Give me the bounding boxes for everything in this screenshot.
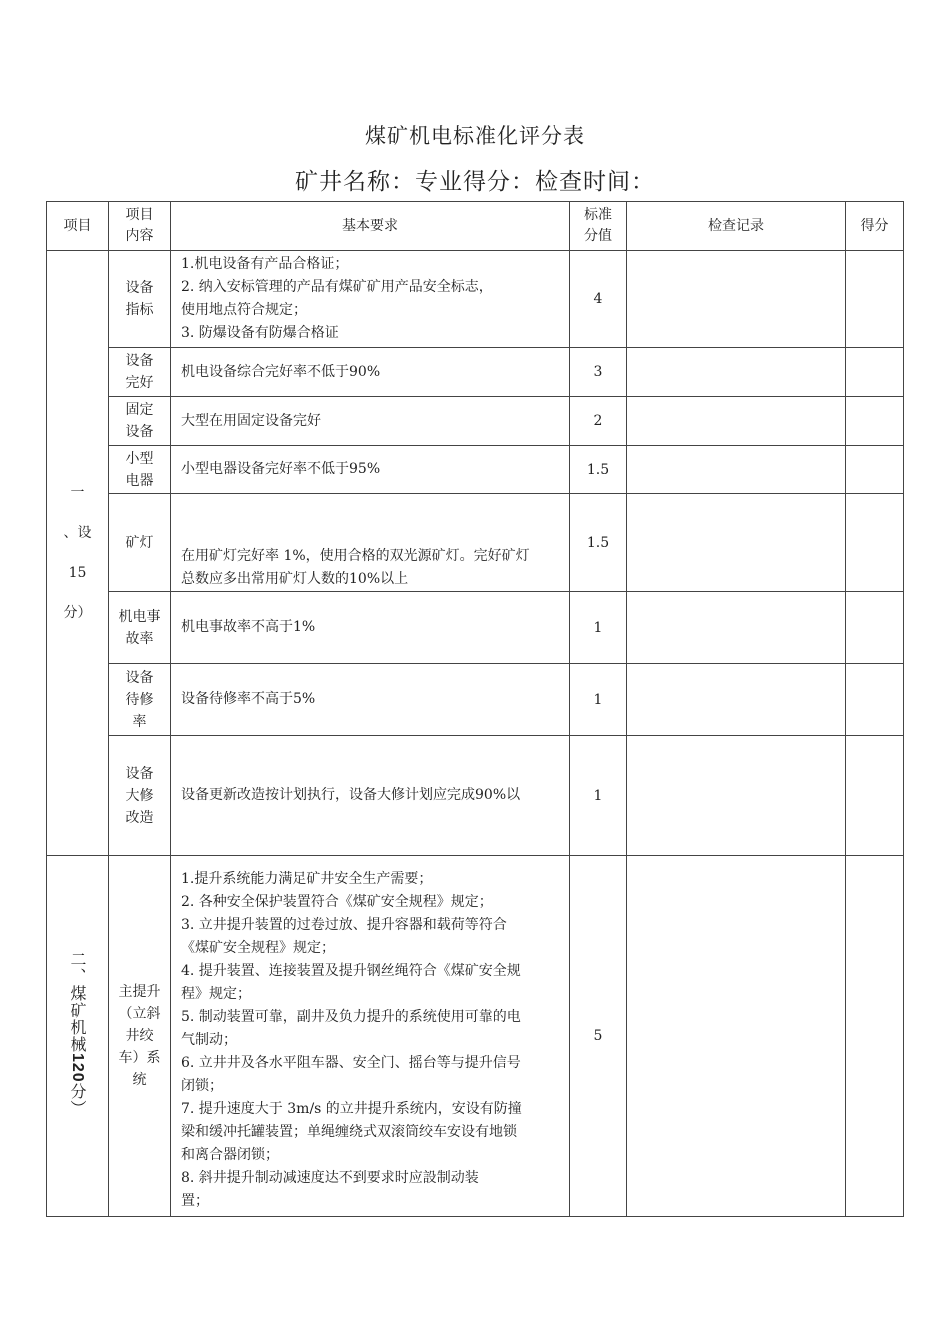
section-2-label: 二、煤矿机械120分）	[47, 856, 109, 1217]
table-row	[47, 251, 904, 348]
score-value: 1	[570, 592, 627, 664]
got-cell[interactable]	[846, 664, 904, 736]
got-cell[interactable]	[846, 592, 904, 664]
requirement-cell: 小型电器设备完好率不低于95%	[171, 446, 570, 494]
score-value: 1	[570, 736, 627, 856]
section-1-label: 一 、设 15 分）	[47, 251, 109, 856]
table-row	[47, 592, 904, 664]
requirement-cell: 设备更新改造按计划执行，设备大修计划应完成90%以	[171, 736, 570, 856]
requirement-cell: 机电设备综合完好率不低于90%	[171, 348, 570, 397]
score-value: 1.5	[570, 446, 627, 494]
got-cell[interactable]	[846, 736, 904, 856]
record-cell[interactable]	[627, 446, 846, 494]
header-row	[47, 202, 904, 251]
record-cell[interactable]	[627, 664, 846, 736]
score-value: 3	[570, 348, 627, 397]
item-content: 机电事 故率	[109, 592, 171, 664]
requirement-cell: 在用矿灯完好率 1%，使用合格的双光源矿灯。完好矿灯 总数应多出常用矿灯人数的10%以上	[171, 494, 570, 592]
page-title: 煤矿机电标准化评分表	[365, 124, 585, 148]
record-cell[interactable]	[627, 736, 846, 856]
item-content: 固定 设备	[109, 397, 171, 446]
requirement-cell: 设备待修率不高于5%	[171, 664, 570, 736]
header-content: 项目 内容	[109, 202, 171, 251]
got-cell[interactable]	[846, 348, 904, 397]
header-requirement: 基本要求	[171, 202, 570, 251]
header-score: 标准 分值	[570, 202, 627, 251]
item-content: 设备 指标	[109, 251, 171, 348]
table-row	[47, 397, 904, 446]
page-subtitle: 矿井名称：专业得分：检查时间：	[295, 169, 655, 195]
item-content: 小型 电器	[109, 446, 171, 494]
requirement-cell: 1.提升系统能力满足矿井安全生产需要； 2. 各种安全保护装置符合《煤矿安全规程》规定； 3. 立井提升装置的过卷过放、提升容器和载荷等符合 《煤矿安全规程》规定； 4. 提升装置、连接装置及提升钢丝绳符合《煤矿安全规 程》规定； 5. 制动装置可靠，副井及负力提升的系统使用可靠的电 气制动； 6. 立井井及各水平阻车器、安全门、摇台等与提升信号 闭锁； 7. 提升速度大于 3m/s 的立井提升系统内，安设有防撞 梁和缓冲托罐装置；单绳缠绕式双滚筒绞车安设有地锁 和离合器闭锁； 8. 斜井提升制动减速度达不到要求时应設制动装 置；	[171, 856, 570, 1217]
got-cell[interactable]	[846, 397, 904, 446]
table-row	[47, 736, 904, 856]
table-row	[47, 856, 904, 1217]
record-cell[interactable]	[627, 592, 846, 664]
item-content: 设备 待修 率	[109, 664, 171, 736]
table-row	[47, 664, 904, 736]
got-cell[interactable]	[846, 446, 904, 494]
item-content: 矿灯	[109, 494, 171, 592]
score-value: 4	[570, 251, 627, 348]
item-content: 设备 大修 改造	[109, 736, 171, 856]
item-content: 主提升 （立斜 井绞 车）系 统	[109, 856, 171, 1217]
requirement-cell: 1.机电设备有产品合格证； 2. 纳入安标管理的产品有煤矿矿用产品安全标志， 使用地点符合规定； 3. 防爆设备有防爆合格证	[171, 251, 570, 348]
record-cell[interactable]	[627, 348, 846, 397]
score-value: 5	[570, 856, 627, 1217]
score-value: 2	[570, 397, 627, 446]
table-row	[47, 348, 904, 397]
header-record: 检查记录	[627, 202, 846, 251]
score-value: 1.5	[570, 494, 627, 592]
got-cell[interactable]	[846, 494, 904, 592]
record-cell[interactable]	[627, 397, 846, 446]
record-cell[interactable]	[627, 856, 846, 1217]
requirement-cell: 大型在用固定设备完好	[171, 397, 570, 446]
record-cell[interactable]	[627, 494, 846, 592]
record-cell[interactable]	[627, 251, 846, 348]
item-content: 设备 完好	[109, 348, 171, 397]
table-row	[47, 494, 904, 592]
score-value: 1	[570, 664, 627, 736]
scoring-table	[46, 201, 904, 1217]
requirement-cell: 机电事故率不高于1%	[171, 592, 570, 664]
header-item: 项目	[47, 202, 109, 251]
got-cell[interactable]	[846, 251, 904, 348]
got-cell[interactable]	[846, 856, 904, 1217]
table-row	[47, 446, 904, 494]
header-got: 得分	[846, 202, 904, 251]
